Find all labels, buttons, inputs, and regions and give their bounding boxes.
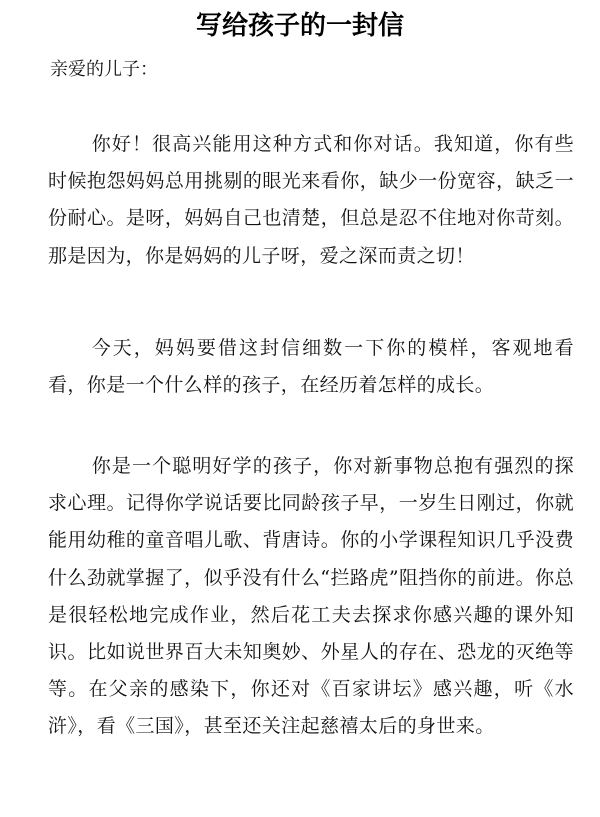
letter-paragraph-2: 今天，妈妈要借这封信细数一下你的模样，客观地看看，你是一个什么样的孩子，在经历着怎样的成长。 — [48, 337, 574, 397]
letter-title: 写给孩子的一封信 — [195, 11, 404, 41]
letter-salutation: 亲爱的儿子： — [50, 59, 158, 80]
letter-paragraph-1: 你好！很高兴能用这种方式和你对话。我知道，你有些时候抱怨妈妈总用挑剔的眼光来看你，缺少一份宽容，缺乏一份耐心。是呀，妈妈自己也清楚，但总是忍不住地对你苛刻。那是因为，你是妈妈的儿子呀，爱之深而责之切！ — [48, 133, 574, 267]
letter-paragraph-3: 你是一个聪明好学的孩子，你对新事物总抱有强烈的探求心理。记得你学说话要比同龄孩子早，一岁生日刚过，你就能用幼稚的童音唱儿歌、背唐诗。你的小学课程知识几乎没费什么劲就掌握了，似乎没有什么“拦路虎”阻挡你的前进。你总是很轻松地完成作业，然后花工夫去探求你感兴趣的课外知识。比如说世界百大未知奥妙、外星人的存在、恐龙的灭绝等等。在父亲的感染下，你还对《百家讲坛》感兴趣，听《水浒》，看《三国》，甚至还关注起慈禧太后的身世来。 — [48, 455, 574, 738]
